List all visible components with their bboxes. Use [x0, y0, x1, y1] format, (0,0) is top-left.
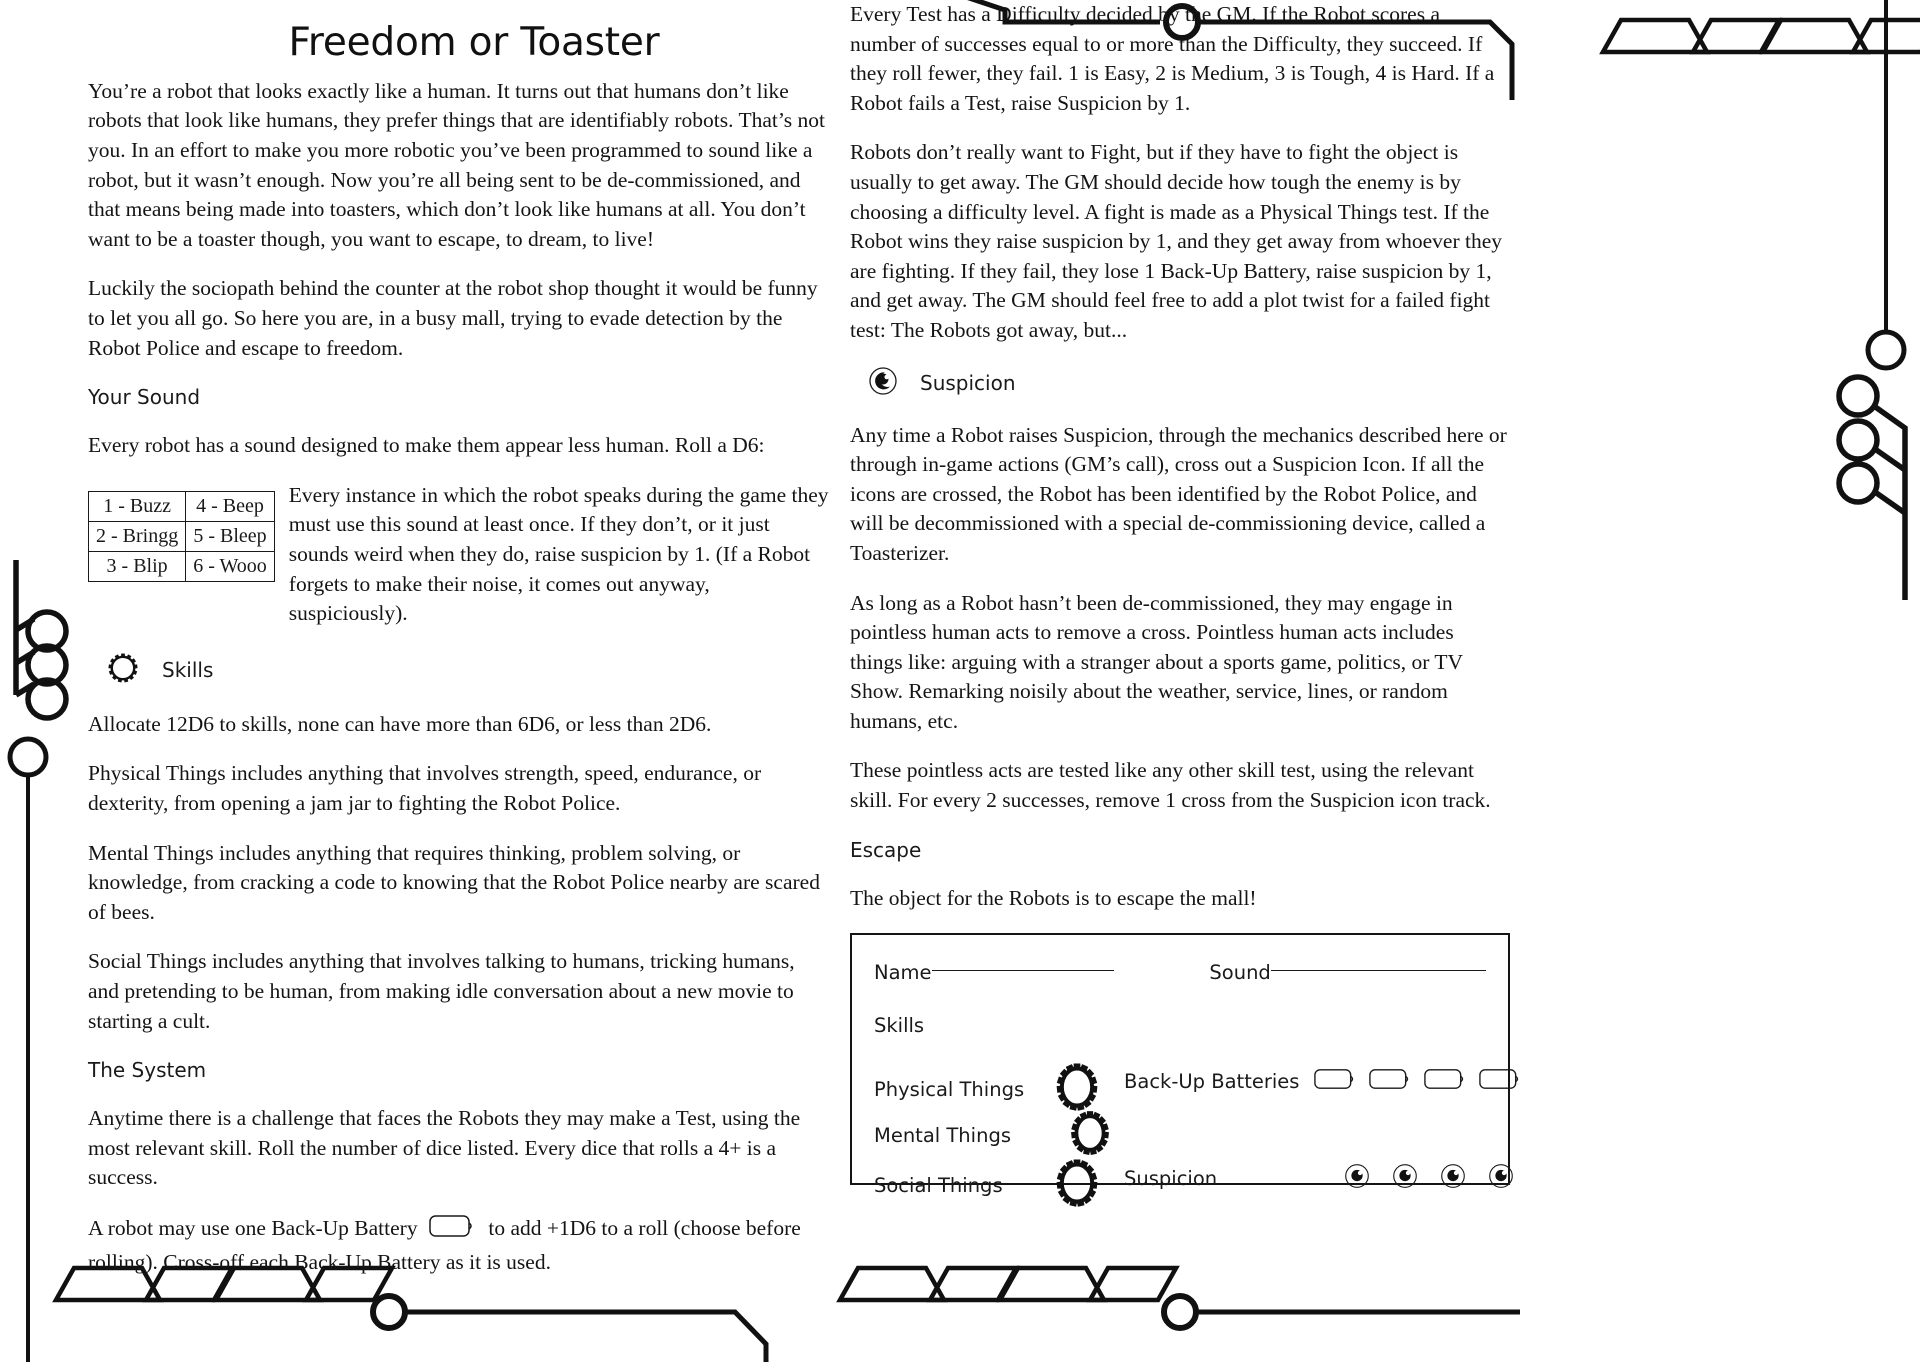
batteries-label: Back-Up Batteries	[1124, 1070, 1300, 1094]
sheet-social-label: Social Things	[874, 1174, 1003, 1198]
battery-icon	[429, 1213, 477, 1248]
suspicion-track-label: Suspicion	[1124, 1167, 1218, 1191]
system-paragraph-2-pre: A robot may use one Back-Up Battery	[88, 1215, 418, 1240]
suspicion-paragraph-1: Any time a Robot raises Suspicion, through the mechanics described here or through in-game actions (GM’s call), cross out a Suspicion Icon. If all the icons are crossed, the Robot has been identified by the Robot Police, and will be decommissioned with a special de-commissioning device, called a Toasterizer.	[850, 422, 1507, 565]
heading-skills-label: Skills	[162, 658, 214, 683]
system-paragraph-2-post: to add +1D6 to a roll (choose before rolling). Cross-off each Back-Up Battery as it is used.	[88, 1215, 801, 1274]
fight-paragraph: Robots don’t really want to Fight, but if they have to fight the object is usually to get away. The GM should decide how tough the enemy is by choosing a difficulty level. A fight is made as a Physical Things test. If the Robot wins they raise suspicion by 1, and they get away from whoever they are fighting. If they fail, they lose 1 Back-Up Battery, raise suspicion by 1, and get away. The GM should feel free to add a plot twist for a failed fight test: The Robots got away, but...	[850, 140, 1503, 342]
skill-mental: Mental Things includes anything that requires thinking, problem solving, or knowledge, from cracking a code to knowing that the Robot Police nearby are scared of bees.	[88, 840, 820, 924]
sound-label: Sound	[1209, 961, 1271, 985]
heading-the-system: The System	[88, 1058, 207, 1083]
character-sheet	[850, 933, 1510, 1198]
skills-allocate: Allocate 12D6 to skills, none can have more than 6D6, or less than 2D6.	[88, 711, 712, 736]
suspicion-paragraph-3: These pointless acts are tested like any other skill test, using the relevant skill. For every 2 successes, remove 1 cross from the Suspicion icon track.	[850, 758, 1491, 813]
heading-suspicion-label: Suspicion	[920, 371, 1016, 396]
table-row	[89, 491, 275, 521]
name-field-rule[interactable]	[932, 969, 1115, 971]
escape-paragraph: The object for the Robots is to escape the mall!	[850, 885, 1257, 910]
character-sheet-skill-grid	[874, 1059, 1486, 1199]
sound-cell: 1 - Buzz	[89, 491, 186, 521]
eye-icon[interactable]	[1344, 1163, 1370, 1194]
eye-icon[interactable]	[1440, 1163, 1466, 1194]
gear-icon	[106, 651, 140, 690]
sound-table-block	[88, 481, 830, 629]
skill-social: Social Things includes anything that involves talking to humans, tricking humans, and pretending to be human, from making idle conversation about a new movie to starting a cult.	[88, 949, 795, 1033]
eye-icon	[868, 366, 898, 401]
sheet-row-social	[874, 1155, 1105, 1216]
battery-icon[interactable]	[1424, 1067, 1468, 1096]
name-label: Name	[874, 961, 932, 985]
system-paragraph-2	[88, 1213, 830, 1277]
system-paragraph-1: Anytime there is a challenge that faces the Robots they may make a Test, using the most relevant skill. Roll the number of dice listed. Every dice that rolls a 4+ is a success.	[88, 1106, 801, 1190]
sound-cell: 2 - Bringg	[89, 521, 186, 551]
table-row	[89, 551, 275, 581]
heading-suspicion-block	[850, 366, 1510, 401]
battery-icon[interactable]	[1479, 1067, 1523, 1096]
gear-icon[interactable]	[1049, 1155, 1105, 1216]
table-row	[89, 521, 275, 551]
sheet-row-batteries	[1124, 1067, 1523, 1096]
suspicion-paragraph-2: As long as a Robot hasn’t been de-commissioned, they may engage in pointless human acts to remove a cross. Pointless human acts includes things like: arguing with a stranger about a sports game, politics, or TV Show. Remarking noisily about the weather, service, lines, or random humans, etc.	[850, 590, 1463, 733]
sheet-mental-label: Mental Things	[874, 1124, 1011, 1148]
sheet-skills-label: Skills	[874, 1014, 925, 1038]
sound-cell: 6 - Wooo	[186, 551, 275, 581]
skill-physical: Physical Things includes anything that involves strength, speed, endurance, or dexterity, from opening a jam jar to fighting the Robot Police.	[88, 761, 762, 815]
intro-paragraph-2: Luckily the sociopath behind the counter at the robot shop thought it would be funny to let you all go. So here you are, in a busy mall, trying to evade detection by the Robot Police and escape to freedom.	[88, 276, 818, 360]
heading-escape: Escape	[850, 837, 922, 862]
difficulty-paragraph: Every Test has a Difficulty decided by the GM. If the Robot scores a number of successes equal to or more than the Difficulty, they succeed. If they roll fewer, they fail. 1 is Easy, 2 is Medium, 3 is Tough, 4 is Hard. If a Robot fails a Test, raise Suspicion by 1.	[850, 2, 1495, 115]
sound-cell: 4 - Beep	[186, 491, 275, 521]
character-sheet-identity-row	[874, 961, 1486, 984]
sound-cell: 3 - Blip	[89, 551, 186, 581]
sheet-row-suspicion	[1124, 1163, 1514, 1194]
sound-intro: Every robot has a sound designed to make them appear less human. Roll a D6:	[88, 433, 765, 458]
intro-paragraph-1: You’re a robot that looks exactly like a human. It turns out that humans don’t like robots that look like humans, they prefer things that are identifiably robots. That’s not you. In an effort to make you more robotic you’ve been programmed to sound like a robot, but it wasn’t enough. Now you’re all being sent to be de-commissioned, and that means being made into toasters, which don’t look like humans at all. You don’t want to be a toaster though, you want to escape, to dream, to live!	[88, 78, 826, 251]
battery-icon[interactable]	[1369, 1067, 1413, 1096]
sound-field-rule[interactable]	[1271, 969, 1486, 971]
right-column	[850, 0, 1920, 1362]
sound-roll-table	[88, 491, 275, 582]
sound-cell: 5 - Bleep	[186, 521, 275, 551]
page-title: Freedom or Toaster	[288, 20, 660, 65]
sound-note: Every instance in which the robot speaks during the game they must use this sound at least once. If they don’t, or it just sounds weird when they do, raise suspicion by 1. (If a Robot forgets to make their noise, it comes out anyway, suspiciously).	[288, 482, 829, 626]
sheet-physical-label: Physical Things	[874, 1078, 1025, 1102]
battery-track	[1314, 1067, 1523, 1096]
eye-icon[interactable]	[1392, 1163, 1418, 1194]
heading-skills-block	[88, 651, 830, 690]
suspicion-track	[1344, 1163, 1514, 1194]
battery-icon[interactable]	[1314, 1067, 1358, 1096]
heading-your-sound: Your Sound	[88, 385, 201, 410]
eye-icon[interactable]	[1488, 1163, 1514, 1194]
